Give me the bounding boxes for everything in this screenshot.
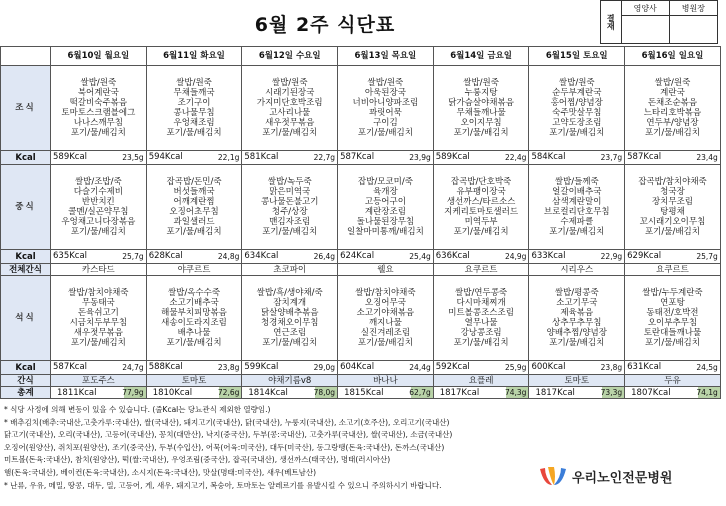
dinner-kcal-cell: [433, 361, 529, 375]
snack2-item: 요플레: [433, 375, 529, 387]
protein-value: 23,9g: [409, 153, 431, 162]
snack1-item: 웰요: [338, 264, 434, 276]
breakfast-menu: 쌀밥/원죽 누룽지탕 닭가슴살야채볶음 무채들깨나물 오이지무침 포기/물/배김치: [433, 66, 529, 151]
dinner-kcal-cell: [529, 361, 625, 375]
note-line: 오징어(원양산), 쥐치포(원양산), 조기(중국산), 두부(수입산), 어묵(어육:미국산), 대두(미국산), 동그랑땡(돈육:국내산), 돈까스(국내산): [4, 442, 445, 452]
kcal-value: 581Kcal: [244, 152, 279, 162]
hands-logo-icon: [538, 465, 568, 487]
kcal-value: 628Kcal: [148, 251, 183, 261]
lunch-menu: 쌀밥/조밥/죽 다슬기수제비 반반치킨 콜멘/실곤약무침 우엉채고니다장볶음 포기/물/배김치: [51, 165, 147, 250]
approval-label: 결재: [601, 1, 622, 44]
note-line: * 배추김치(배추:국내산,고춧가루:국내산), 쌀(국내산), 돼지고기(국내산), 닭(국내산), 누룽지(국내산), 소고기(호주산), 오리고기(국내산): [4, 417, 450, 427]
lunch-kcal-cell: [338, 250, 434, 264]
total-label: 총계: [1, 387, 51, 399]
total-protein-value: 74,1g: [696, 388, 718, 397]
kcal-value: 587Kcal: [340, 152, 375, 162]
breakfast-menu: 쌀밥/원죽 시래기된장국 가지미단호박조림 고사리나물 새우젓무볶음 포기/물/배김치: [242, 66, 338, 151]
total-kcal-value: 1817Kcal: [535, 388, 575, 398]
protein-value: 22,1g: [217, 153, 240, 162]
total-kcal-value: 1810Kcal: [152, 388, 193, 398]
note-line: 미트볼(돈육:국내산), 참치(원양산), 떡(쌀:국내산), 우엉조림(중국산), 잡곡(국내산), 생선까스(태국산), 명태(러시아산): [4, 455, 391, 465]
lunch-kcal-cell: [433, 250, 529, 264]
lunch-kcal-cell: [146, 250, 242, 264]
day-header: 6월10일 월요일: [51, 47, 147, 66]
note-line: * 식당 사정에 의해 변동이 있을 수 있습니다. (줄Kcal는 당뇨관식 제외한 열량임.): [4, 405, 271, 414]
breakfast-menu: 쌀밥/원죽 순두부계란국 홍어찜/양념장 숙주맛살무침 고약도장조림 포기/물/배김치: [529, 66, 625, 151]
total-protein-value: 74,3g: [504, 388, 527, 397]
kcal-value: 594Kcal: [148, 152, 183, 162]
protein-value: 22,9g: [600, 252, 623, 261]
corner-cell: [1, 47, 51, 66]
total-kcal-value: 1811Kcal: [57, 388, 97, 398]
lunch-kcal-cell: [242, 250, 338, 264]
kcal-value: 629Kcal: [627, 251, 662, 261]
total-protein-value: 73,3g: [600, 388, 623, 397]
dinner-menu: 쌀밥/흑/생야채/죽 잠치계개 닭살양배추볶음 청경채오이무침 연근조림 포기/물/배김치: [242, 276, 338, 361]
protein-value: 25,9g: [504, 363, 527, 372]
day-header: 6월14일 금요일: [433, 47, 529, 66]
total-cell: [625, 387, 721, 399]
dinner-menu: 쌀밥/연두콩죽 다시마채찌개 미트볼콩조스조림 열무나물 강낭콩조림 포기/물/배김치: [433, 276, 529, 361]
protein-value: 24,4g: [409, 363, 431, 372]
total-cell: [338, 387, 434, 399]
protein-value: 23,5g: [122, 153, 144, 162]
kcal-value: 631Kcal: [627, 362, 662, 372]
protein-value: 29,0g: [313, 363, 336, 372]
kcal-label: Kcal: [1, 250, 51, 264]
lunch-menu: 쌀밥/녹두죽 맑은미역국 콩나물돈불고기 청주/상장 맨김자조림 포기/물/배김치: [242, 165, 338, 250]
dinner-menu: 쌀밥/평콩죽 소고기무국 제육볶음 상추무추무침 양배추찜/양념장 포기/물/배김치: [529, 276, 625, 361]
kcal-value: 592Kcal: [435, 362, 470, 372]
kcal-value: 587Kcal: [53, 362, 88, 372]
protein-value: 24,8g: [217, 252, 240, 261]
breakfast-menu: 쌀밥/원죽 아욱된장국 너비아니양파조림 꽈릿어묵 구이김 포기/물/배김치: [338, 66, 434, 151]
protein-value: 23,8g: [600, 363, 623, 372]
dinner-kcal-cell: [338, 361, 434, 375]
total-protein-value: 77,9g: [122, 388, 144, 397]
dinner-kcal-cell: [242, 361, 338, 375]
lunch-menu: 잡곡밥/참치야채죽 청국장 장치무조림 탕평채 꼬시래기오이무침 포기/물/배김치: [625, 165, 721, 250]
day-header: 6월16일 일요일: [625, 47, 721, 66]
total-cell: [433, 387, 529, 399]
dinner-kcal-cell: [51, 361, 147, 375]
protein-value: 25,4g: [409, 252, 431, 261]
total-kcal-value: 1817Kcal: [439, 388, 480, 398]
day-header: 6월12일 수요일: [242, 47, 338, 66]
dinner-kcal-cell: [146, 361, 242, 375]
dinner-label: 석식: [1, 276, 51, 361]
snack2-item: 토마토: [146, 375, 242, 387]
breakfast-kcal-cell: [242, 151, 338, 165]
total-cell: [51, 387, 147, 399]
kcal-value: 600Kcal: [531, 362, 566, 372]
dinner-menu: 쌀밥/참치야채죽 오징어무국 소고기야채볶음 깨지나물 실진겨레조림 포기/물/배김치: [338, 276, 434, 361]
total-cell: [242, 387, 338, 399]
protein-value: 23,4g: [696, 153, 718, 162]
protein-value: 23,7g: [600, 153, 623, 162]
breakfast-menu: 쌀밥/원죽 북어계란국 떡갈비숙주볶음 토마토스크램블에그 나나스깨무침 포기/물/배김치: [51, 66, 147, 151]
lunch-menu: 잡밥/모코미/죽 육개장 고등어구이 계란장조림 돌나물된장무침 일찰마미통깨/배김치: [338, 165, 434, 250]
kcal-value: 634Kcal: [244, 251, 279, 261]
snack1-item: 초코파이: [242, 264, 338, 276]
kcal-value: 589Kcal: [53, 152, 88, 162]
snack1-item: 야쿠르트: [146, 264, 242, 276]
protein-value: 22,4g: [504, 153, 527, 162]
breakfast-kcal-cell: [338, 151, 434, 165]
dinner-menu: 쌀밥/옥수수죽 소고기배추국 해물부치피망볶음 새송이도라지조림 배추나물 포기/물/배김치: [146, 276, 242, 361]
snack2-item: 야채기름v8: [242, 375, 338, 387]
breakfast-kcal-cell: [433, 151, 529, 165]
kcal-label: Kcal: [1, 361, 51, 375]
lunch-menu: 잡곡밥/돈민/죽 버섯들깨국 어깨계란찜 오징어초무침 과일샐러드 포기/물/배김치: [146, 165, 242, 250]
protein-value: 23,8g: [217, 363, 240, 372]
lunch-label: 중식: [1, 165, 51, 250]
protein-value: 25,7g: [122, 252, 144, 261]
kcal-label: Kcal: [1, 151, 51, 165]
snack2-item: 바나나: [338, 375, 434, 387]
kcal-value: 587Kcal: [627, 152, 662, 162]
breakfast-kcal-cell: [625, 151, 721, 165]
approval-box: [600, 0, 718, 44]
hospital-name: 우리노인전문병원: [572, 470, 673, 486]
kcal-value: 636Kcal: [435, 251, 470, 261]
protein-value: 24,9g: [504, 252, 527, 261]
snack1-item: 요쿠르트: [625, 264, 721, 276]
dinner-kcal-cell: [625, 361, 721, 375]
note-line: * 난류, 우유, 메밀, 땅콩, 대두, 밀, 고등어, 게, 새우, 돼지고기, 복숭아, 토마토는 알레르기를 유발시킬 수 있으니 주의하시기 바랍니다.: [4, 480, 442, 490]
total-cell: [146, 387, 242, 399]
total-kcal-value: 1815Kcal: [344, 388, 384, 398]
protein-value: 25,7g: [696, 252, 718, 261]
snack1-label: 전체간식: [1, 264, 51, 276]
snack2-item: 포도주스: [51, 375, 147, 387]
snack2-item: 토마토: [529, 375, 625, 387]
lunch-kcal-cell: [529, 250, 625, 264]
kcal-value: 604Kcal: [340, 362, 375, 372]
kcal-value: 599Kcal: [244, 362, 279, 372]
hospital-logo: [538, 465, 672, 487]
breakfast-menu: 쌀밥/원죽 계란국 돈채조순볶음 느타리호박볶음 연두부/양념장 포기/물/배김치: [625, 66, 721, 151]
snack1-item: 카스타드: [51, 264, 147, 276]
menu-table: [0, 46, 721, 399]
note-line: 햄(돈육:국내산), 베이컨(돈육:국내산), 소시지(돈육:국내산), 맛살(명태:미국산), 새우(베트남산): [4, 467, 317, 477]
note-line: 닭고기(국내산), 오리(국내산), 고등어(국내산), 꽁치(대만산), 낙지(중국산), 두부(콩:국내산), 고춧가루(국내산), 쌀(국내산), 소금(국내산): [4, 430, 453, 440]
day-header: 6월13일 목요일: [338, 47, 434, 66]
kcal-value: 635Kcal: [53, 251, 88, 261]
page-title: 6월 2주 식단표: [254, 13, 396, 36]
kcal-value: 589Kcal: [435, 152, 470, 162]
breakfast-label: 조식: [1, 66, 51, 151]
breakfast-kcal-cell: [529, 151, 625, 165]
breakfast-menu: 쌀밥/원죽 무채들깨국 조기구이 콩나물무침 우엉채조림 포기/물/배김치: [146, 66, 242, 151]
approval-role-dietitian: 영양사: [621, 1, 669, 16]
approval-role-director: 병원장: [669, 1, 717, 16]
lunch-menu: 쌀밥/들께죽 얼갈이배추국 삼색계란말이 브로컬리단호무침 수제파클 포기/물/배김치: [529, 165, 625, 250]
breakfast-kcal-cell: [146, 151, 242, 165]
total-kcal-value: 1814Kcal: [248, 388, 288, 398]
day-header: 6월15일 토요일: [529, 47, 625, 66]
approval-sign-dietitian[interactable]: [621, 16, 669, 44]
protein-value: 26,4g: [313, 252, 336, 261]
protein-value: 22,7g: [313, 153, 336, 162]
snack2-label: 간식: [1, 375, 51, 387]
dinner-menu: 쌀밥/참치야채죽 무동태국 돈육쉬고기 시금치두부무침 새우젓무볶음 포기/물/배김치: [51, 276, 147, 361]
snack1-item: 요쿠르트: [433, 264, 529, 276]
kcal-value: 624Kcal: [340, 251, 375, 261]
lunch-menu: 잡곡밥/단호박죽 유부팽이장국 생선까스/타르소스 지케리토마토샐러드 미역두부 포기/물/배김치: [433, 165, 529, 250]
snack1-item: 시리우스: [529, 264, 625, 276]
total-protein-value: 72,6g: [217, 388, 240, 397]
dinner-menu: 쌀밥/누두계란죽 연포탕 동태전/호박전 오이부추무침 토란대들깨나물 포기/물/배김치: [625, 276, 721, 361]
lunch-kcal-cell: [51, 250, 147, 264]
protein-value: 24,7g: [122, 363, 144, 372]
snack2-item: 두유: [625, 375, 721, 387]
total-kcal-value: 1807Kcal: [631, 388, 671, 398]
lunch-kcal-cell: [625, 250, 721, 264]
total-protein-value: 78,0g: [313, 388, 336, 397]
day-header: 6월11일 화요일: [146, 47, 242, 66]
protein-value: 24,5g: [696, 363, 718, 372]
breakfast-kcal-cell: [51, 151, 147, 165]
kcal-value: 633Kcal: [531, 251, 566, 261]
approval-sign-director[interactable]: [669, 16, 717, 44]
total-protein-value: 62,7g: [409, 388, 431, 397]
kcal-value: 588Kcal: [148, 362, 183, 372]
kcal-value: 584Kcal: [531, 152, 566, 162]
total-cell: [529, 387, 625, 399]
